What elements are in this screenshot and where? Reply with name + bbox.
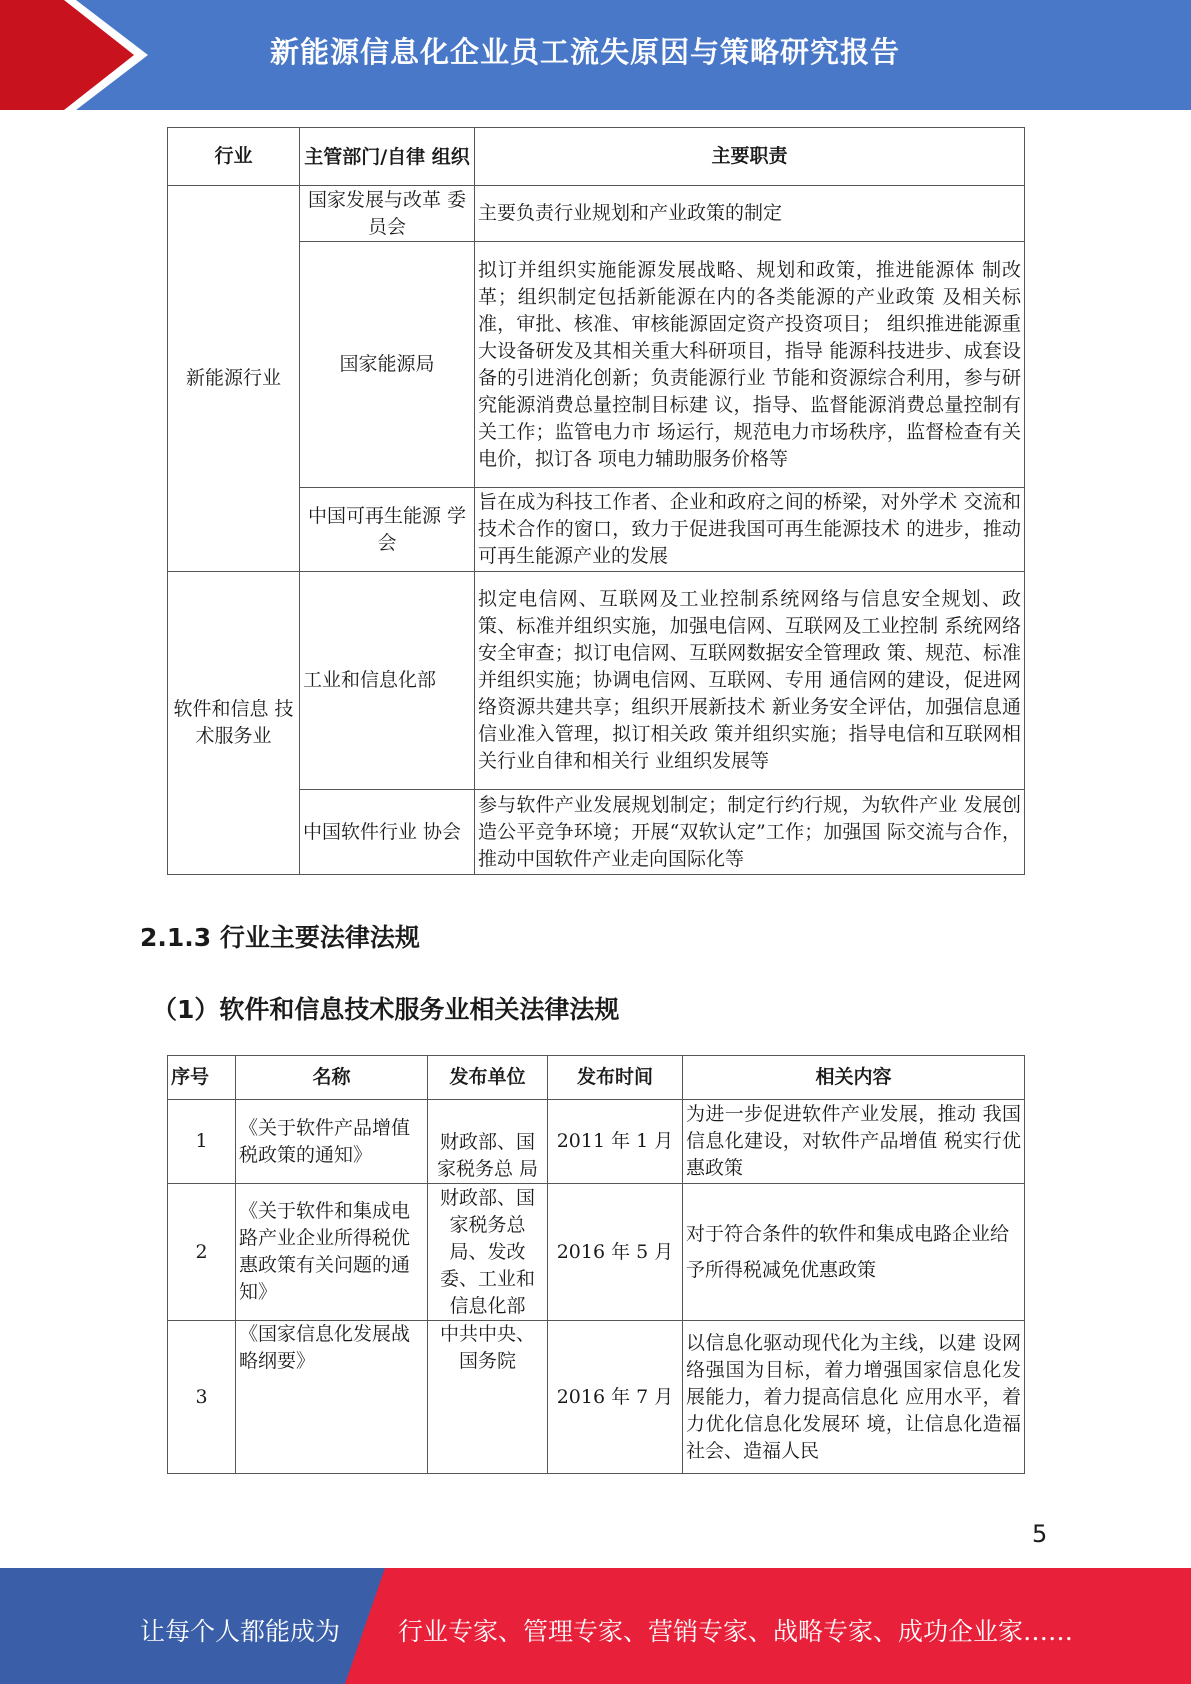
regulation-name: 《国家信息化发展战略纲要》 [236,1321,428,1474]
industry-cell: 新能源行业 [168,186,300,572]
duty-cell: 拟定电信网、互联网及工业控制系统网络与信息安全规划、政策、标准并组织实施，加强电信网、互联网及工业控制 系统网络安全审查；拟订电信网、互联网数据安全管理政 策、规范、标准并组织实施；协调电信网、互联网、专用 通信网的建设，促进网络资源共建共享；组织开展新技术 新业务安全评估，加强信息通信业准入管理，拟订相关政 策并组织实施；指导电信和互联网相关行业自律和相关行 业组织发展等 [475,572,1025,790]
footer-slogan-left: 让每个人都能成为 [140,1617,341,1646]
regulator-table [167,127,1025,875]
subsection-heading: （1）软件和信息技术服务业相关法律法规 [152,995,620,1024]
department-cell: 中国可再生能源 学会 [300,488,475,572]
section-heading: 2.1.3 行业主要法律法规 [140,923,420,952]
header-content: 相关内容 [683,1056,1025,1100]
date-cell: 2011 年 1 月 [548,1100,683,1184]
header-issuer: 发布单位 [428,1056,548,1100]
report-title: 新能源信息化企业员工流失原因与策略研究报告 [270,35,901,69]
issuer-cell: 财政部、国家税务总局、发改委、工业和信息化部 [428,1184,548,1321]
department-cell: 国家能源局 [300,242,475,488]
content-cell: 对于符合条件的软件和集成电路企业给予所得税减免优惠政策 [683,1184,1025,1321]
date-cell: 2016 年 7 月 [548,1321,683,1474]
footer-slogan-right: 行业专家、管理专家、营销专家、战略专家、成功企业家…… [398,1617,1074,1646]
content-cell: 为进一步促进软件产业发展，推动 我国信息化建设，对软件产品增值 税实行优惠政策 [683,1100,1025,1184]
header-industry: 行业 [168,128,300,186]
header-bar [0,0,1191,110]
department-cell: 国家发展与改革 委员会 [300,186,475,242]
industry-cell: 软件和信息 技术服务业 [168,572,300,875]
header-duty: 主要职责 [475,128,1025,186]
regulation-name: 《关于软件和集成电路产业企业所得税优惠政策有关问题的通知》 [236,1184,428,1321]
header-name: 名称 [236,1056,428,1100]
page-number: 5 [1032,1520,1048,1548]
regulation-table [167,1055,1025,1474]
department-cell: 工业和信息化部 [300,572,475,790]
duty-cell: 拟订并组织实施能源发展战略、规划和政策，推进能源体 制改革；组织制定包括新能源在内的各类能源的产业政策 及相关标准，审批、核准、审核能源固定资产投资项目； 组织推进能源重大设备研发及其相关重大科研项目，指导 能源科技进步、成套设备的引进消化创新；负责能源行业 节能和资源综合利用，参与研究能源消费总量控制目标建 议，指导、监督能源消费总量控制有关工作；监管电力市 场运行，规范电力市场秩序，监督检查有关电价，拟订各 项电力辅助服务价格等 [475,242,1025,488]
issuer-cell: 中共中央、国务院 [428,1321,548,1474]
row-number: 2 [168,1184,236,1321]
duty-cell: 参与软件产业发展规划制定；制定行约行规，为软件产业 发展创造公平竞争环境；开展“双软认定”工作；加强国 际交流与合作，推动中国软件产业走向国际化等 [475,790,1025,875]
header-arrow-shape [0,0,150,110]
row-number: 3 [168,1321,236,1474]
header-date: 发布时间 [548,1056,683,1100]
row-number: 1 [168,1100,236,1184]
date-cell: 2016 年 5 月 [548,1184,683,1321]
duty-cell: 主要负责行业规划和产业政策的制定 [475,186,1025,242]
header-no: 序号 [168,1056,236,1100]
issuer-cell: 财政部、国家税务总 局 [428,1100,548,1184]
duty-cell: 旨在成为科技工作者、企业和政府之间的桥梁，对外学术 交流和技术合作的窗口，致力于促进我国可再生能源技术 的进步，推动可再生能源产业的发展 [475,488,1025,572]
department-cell: 中国软件行业 协会 [300,790,475,875]
regulation-name: 《关于软件产品增值税政策的通知》 [236,1100,428,1184]
content-cell: 以信息化驱动现代化为主线，以建 设网络强国为目标，着力增强国家信息化发展能力，着力提高信息化 应用水平，着力优化信息化发展环 境，让信息化造福社会、造福人民 [683,1321,1025,1474]
header-department: 主管部门/自律 组织 [300,128,475,186]
